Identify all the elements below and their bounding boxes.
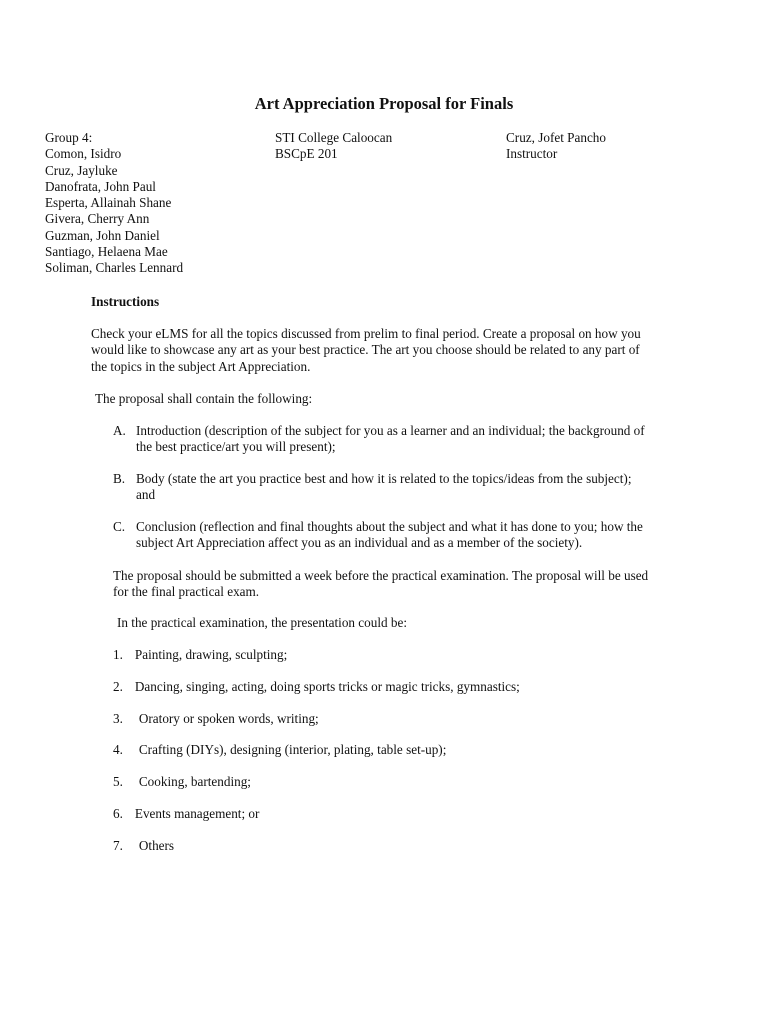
section-marker: A. — [113, 423, 126, 438]
option-marker: 6. — [113, 806, 123, 821]
member-name: Cruz, Jayluke — [45, 162, 118, 178]
paragraph-line: Check your eLMS for all the topics discussed from prelim to final period. Create a proposal on how you — [91, 326, 641, 341]
school-block — [275, 130, 392, 163]
option-marker: 7. — [113, 838, 123, 853]
instructor-label: Instructor — [506, 146, 558, 162]
member-name: Soliman, Charles Lennard — [45, 260, 184, 276]
section-line: and — [136, 487, 156, 503]
section-marker: B. — [113, 471, 126, 486]
presentation-intro: In the practical examination, the presentation could be: — [117, 615, 408, 630]
option-item — [113, 647, 287, 663]
member-name: Santiago, Helaena Mae — [45, 244, 168, 260]
option-marker: 5. — [113, 774, 123, 789]
option-text: Events management; or — [134, 806, 260, 821]
member-name: Givera, Cherry Ann — [45, 211, 150, 227]
instructor-name: Cruz, Jofet Pancho — [506, 130, 606, 145]
member-name: Comon, Isidro — [45, 146, 122, 162]
option-text: Crafting (DIYs), designing (interior, plating, table set-up); — [138, 742, 447, 757]
option-item — [113, 806, 259, 822]
member-name: Esperta, Allainah Shane — [45, 195, 172, 211]
paragraph-line: The proposal should be submitted a week before the practical examination. The proposal will be used — [113, 568, 649, 583]
school-name: STI College Caloocan — [275, 130, 393, 145]
option-marker: 1. — [113, 647, 123, 662]
option-text: Cooking, bartending; — [138, 774, 251, 789]
option-item — [113, 774, 251, 790]
group-label: Group 4: — [45, 130, 93, 145]
section-line: Body (state the art you practice best and how it is related to the topics/ideas from the subject); — [136, 471, 632, 486]
section-marker: C. — [113, 519, 126, 534]
option-marker: 2. — [113, 679, 123, 694]
member-name: Danofrata, John Paul — [45, 178, 156, 194]
paragraph-line: the topics in the subject Art Appreciation. — [91, 358, 311, 374]
document-title: Art Appreciation Proposal for Finals — [254, 94, 514, 113]
section-line: subject Art Appreciation affect you as an individual and as a member of the society). — [136, 535, 583, 551]
option-text: Dancing, singing, acting, doing sports tricks or magic tricks, gymnastics; — [134, 679, 520, 694]
option-marker: 4. — [113, 742, 123, 757]
option-text: Painting, drawing, sculpting; — [134, 647, 288, 662]
group-members-block — [45, 130, 183, 277]
instructor-block — [506, 130, 606, 163]
option-text: Oratory or spoken words, writing; — [138, 711, 319, 726]
section-line: the best practice/art you will present); — [136, 439, 336, 455]
option-marker: 3. — [113, 711, 123, 726]
instructions-heading: Instructions — [91, 294, 160, 309]
option-item — [113, 742, 446, 758]
option-item — [113, 679, 520, 695]
option-item — [113, 711, 319, 727]
member-name: Guzman, John Daniel — [45, 227, 160, 243]
paragraph-line: for the final practical exam. — [113, 584, 260, 600]
option-item — [113, 838, 174, 854]
option-text: Others — [138, 838, 175, 853]
section-line: Conclusion (reflection and final thoughts about the subject and what it has done to you; how the — [136, 519, 643, 534]
section-line: Introduction (description of the subject for you as a learner and an individual; the background of — [136, 423, 645, 438]
contain-intro: The proposal shall contain the following: — [95, 391, 313, 406]
section-name: BSCpE 201 — [275, 146, 338, 162]
paragraph-line: would like to showcase any art as your best practice. The art you choose should be related to any part of — [91, 342, 640, 358]
